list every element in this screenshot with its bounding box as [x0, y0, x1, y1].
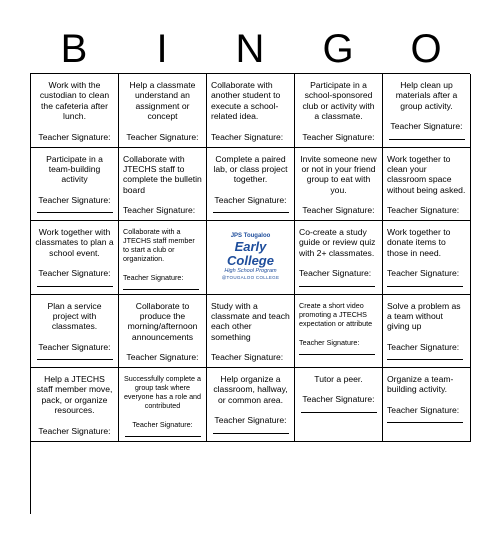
square-text: Work together with classmates to plan a school event. [35, 227, 114, 258]
square-text: Create a short video promoting a JTECHS expectation or attribute [299, 300, 373, 328]
square-text: Collaborate to produce the morning/afternoon announcements [127, 300, 198, 342]
header-letter-g: G [322, 27, 354, 71]
teacher-signature-label: Teacher Signature: [390, 121, 463, 132]
teacher-signature-label: Teacher Signature: [302, 394, 375, 405]
teacher-signature-label: Teacher Signature: [387, 341, 460, 352]
signature-line [299, 279, 375, 287]
teacher-signature-label: Teacher Signature: [38, 268, 111, 279]
teacher-signature-label: Teacher Signature: [387, 404, 460, 415]
square-text: Plan a service project with classmates. [47, 300, 102, 332]
bingo-square[interactable] [383, 148, 471, 222]
bingo-header [30, 24, 470, 74]
teacher-signature-label: Teacher Signature: [123, 273, 184, 282]
bingo-square[interactable] [31, 148, 119, 222]
bingo-square[interactable] [207, 74, 295, 148]
square-text: Help a classmate understand an assignment or concept [129, 80, 196, 122]
teacher-signature-label: Teacher Signature: [387, 268, 460, 279]
bingo-square[interactable] [31, 74, 119, 148]
signature-line [37, 352, 113, 360]
signature-line [213, 205, 289, 213]
teacher-signature-label: Teacher Signature: [214, 194, 287, 205]
bingo-square[interactable] [295, 221, 383, 295]
teacher-signature-label: Teacher Signature: [387, 205, 460, 216]
signature-line [387, 352, 463, 360]
header-letter-b: B [60, 27, 88, 71]
signature-line [123, 282, 199, 290]
square-text: Work with the custodian to clean the cafeteria after lunch. [39, 80, 110, 122]
teacher-signature-label: Teacher Signature: [123, 205, 196, 216]
bingo-square[interactable] [119, 148, 207, 222]
square-text: Collaborate with another student to execute a school-related idea. [211, 80, 281, 122]
header-letter-n: N [235, 27, 265, 71]
logo-line-2: Early College [227, 239, 274, 269]
bingo-square[interactable] [383, 295, 471, 369]
teacher-signature-label: Teacher Signature: [299, 268, 372, 279]
free-space[interactable] [207, 221, 295, 295]
teacher-signature-label: Teacher Signature: [211, 352, 284, 363]
bingo-square[interactable] [295, 148, 383, 222]
square-text: Complete a paired lab, or class project together. [213, 153, 288, 185]
bingo-square[interactable] [383, 221, 471, 295]
teacher-signature-label: Teacher Signature: [38, 341, 111, 352]
logo-line-4: @TOUGALOO COLLEGE [221, 275, 280, 281]
teacher-signature-label: Teacher Signature: [38, 425, 111, 436]
square-text: Successfully complete a group task where everyone has a role and contributed [123, 374, 202, 410]
square-text: Study with a classmate and teach each other something [211, 300, 290, 342]
bingo-square[interactable] [207, 368, 295, 442]
signature-line [387, 415, 463, 423]
signature-line [301, 405, 377, 413]
teacher-signature-label: Teacher Signature: [302, 131, 375, 142]
teacher-signature-label: Teacher Signature: [302, 205, 375, 216]
bingo-square[interactable] [31, 295, 119, 369]
bingo-square[interactable] [31, 368, 119, 442]
bingo-square[interactable] [295, 74, 383, 148]
bingo-square[interactable] [31, 221, 119, 295]
logo-line-3: High School Program [224, 268, 277, 275]
teacher-signature-label: Teacher Signature: [132, 420, 193, 429]
square-text: Organize a team-building activity. [387, 374, 454, 395]
signature-line [299, 347, 375, 355]
bingo-square[interactable] [295, 295, 383, 369]
square-text: Help organize a classroom, hallway, or common area. [213, 374, 288, 405]
teacher-signature-label: Teacher Signature: [211, 131, 284, 142]
signature-line [37, 279, 113, 287]
bingo-square[interactable] [119, 74, 207, 148]
square-text: Solve a problem as a team without giving up [387, 300, 461, 332]
square-text: Collaborate with JTECHS staff to complete the bulletin board [123, 153, 202, 195]
header-letter-o: O [410, 27, 442, 71]
bingo-square[interactable] [207, 148, 295, 222]
bingo-square[interactable] [119, 295, 207, 369]
signature-line [37, 205, 113, 213]
square-text: Participate in a team-building activity [46, 153, 103, 185]
teacher-signature-label: Teacher Signature: [299, 337, 360, 347]
bingo-square[interactable] [383, 368, 471, 442]
teacher-signature-label: Teacher Signature: [126, 131, 199, 142]
square-text: Co-create a study guide or review quiz with 2+ classmates. [299, 227, 376, 258]
teacher-signature-label: Teacher Signature: [214, 415, 287, 426]
bingo-square[interactable] [119, 221, 207, 295]
signature-line [37, 436, 113, 441]
bingo-square[interactable] [383, 74, 471, 148]
square-text: Help clean up materials after a group activity. [395, 80, 458, 111]
bingo-square[interactable] [119, 368, 207, 442]
signature-line [389, 132, 465, 140]
square-text: Collaborate with a JTECHS staff member to start a club or organization. [123, 227, 195, 263]
square-text: Work together to donate items to those in need. [387, 227, 451, 258]
free-space-logo [207, 221, 294, 294]
square-text: Work together to clean your classroom space without being asked. [387, 153, 466, 195]
header-letter-i: I [156, 27, 168, 71]
bingo-square[interactable] [295, 368, 383, 442]
bingo-square[interactable] [207, 295, 295, 369]
signature-line [387, 279, 463, 287]
square-text: Participate in a school-sponsored club or activity with a classmate. [302, 80, 375, 122]
teacher-signature-label: Teacher Signature: [126, 352, 199, 363]
square-text: Tutor a peer. [314, 374, 363, 384]
bingo-grid [30, 73, 470, 514]
logo-line-1: JPS Tougaloo [230, 233, 271, 240]
square-text: Invite someone new or not in your friend group to eat with you. [300, 153, 377, 195]
teacher-signature-label: Teacher Signature: [38, 194, 111, 205]
signature-line [125, 429, 201, 437]
teacher-signature-label: Teacher Signature: [38, 131, 111, 142]
square-text: Help a JTECHS staff member move, pack, or organize resources. [36, 374, 113, 416]
signature-line [213, 426, 289, 434]
